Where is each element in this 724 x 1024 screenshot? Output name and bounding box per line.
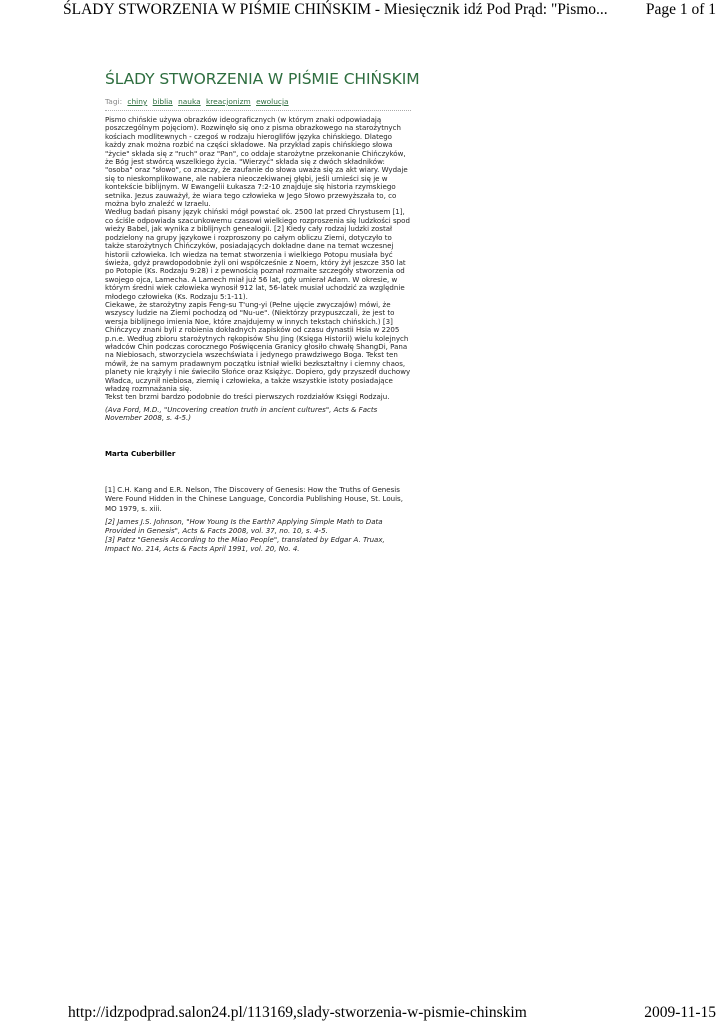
reference-item: [2] James J.S. Johnson, "How Young Is the Earth? Applying Simple Math to Data Provided in Genesis", Acts & Facts 2008, vol. 37, no. 10, s. 4-5. (105, 517, 383, 536)
tags-bar (105, 97, 411, 111)
print-footer-url: http://idzpodprad.salon24.pl/113169,slady-stworzenia-w-pismie-chinskim (68, 1004, 527, 1021)
tags-label: Tagi: (105, 97, 123, 106)
tag-link-biblia[interactable]: biblia (152, 97, 173, 106)
reference-item: [3] Patrz "Genesis According to the Miao People", translated by Edgar A. Truax, Impact No. 214, Acts & Facts April 1991, vol. 20, No. 4. (105, 534, 385, 553)
tag-link-nauka[interactable]: nauka (178, 97, 201, 106)
paragraph: Ciekawe, że starożytny zapis Feng-su T'ung-yi (Pełne ujęcie zwyczajów) mówi, że wszyscy ludzie na Ziemi pochodzą od "Nu-ue". (Niektórzy przypuszczali, że jest to wersja biblijnego imienia Noe, które znajdujemy w innych tekstach chińskich.) [3] Chińczycy znani byli z robienia dokładnych zapisków od czasu dynastii Hsia w 2205 p.n.e. Według zbioru starożytnych rękopisów Shu Jing (Księga Historii) wielu kolejnych władców Chin podczas corocznego Poświęcenia Granicy głosiło chwałę ShangDi, Pana na Niebiosach, stworzyciela wszechświata i jedynego prawdziwego Boga. Tekst ten mówił, że na samym pradawnym początku istniał wielki bezkształtny i ciemny chaos, planety nie krążyły i nie świeciło Słońce oraz Księżyc. Dopiero, gdy przyszedł duchowy Władca, uczynił niebiosa, ziemię i człowieka, a także wszystkie istoty posiadające władzę rozmnażania się. (105, 299, 411, 393)
article (105, 70, 420, 554)
paragraph: Według badań pisany język chiński mógł powstać ok. 2500 lat przed Chrystusem [1], co ściśle odpowiada szacunkowemu czasowi wielkiego rozproszenia się ludzkości spod wieży Babel, jak wynika z biblijnych genealogii. [2] Kiedy cały rodzaj ludzki został podzielony na grupy językowe i rozproszony po całym obliczu Ziemi, dotyczyło to także starożytnych Chińczyków, posiadających dokładne dane na temat wczesnej historii człowieka. Ich wiedza na temat stworzenia i wielkiego Potopu musiała być świeża, gdyż prawdopodobnie żyli oni współcześnie z Noem, który żył jeszcze 350 lat po Potopie (Ks. Rodzaju 9:28) i z pewnością poznał rozmaite szczegóły stworzenia od swojego ojca, Lamecha. A Lamech miał już 56 lat, gdy umierał Adam. W okresie, w którym średni wiek człowieka wynosił 912 lat, 56-latek musiał uchodzić za względnie młodego człowieka (Ks. Rodzaju 5:1-11). (105, 207, 410, 301)
paragraph: Tekst ten brzmi bardzo podobnie do treści pierwszych rozdziałów Księgi Rodzaju. (105, 392, 390, 402)
article-body (105, 116, 411, 402)
print-footer-date: 2009-11-15 (644, 1004, 716, 1021)
reference-item: [1] C.H. Kang and E.R. Nelson, The Discovery of Genesis: How the Truths of Genesis Were Found Hidden in the Chinese Language, Concordia Publishing House, St. Louis, MO 1979, s. xiii. (105, 484, 403, 513)
author-name: Marta Cuberbiller (105, 448, 176, 458)
tag-link-chiny[interactable]: chiny (127, 97, 148, 106)
source-citation: (Ava Ford, M.D., "Uncovering creation truth in ancient cultures", Acts & Facts November 2008, s. 4-5.) (105, 404, 378, 423)
article-title: ŚLADY STWORZENIA W PIŚMIE CHIŃSKIM (105, 70, 420, 88)
tag-link-kreacjonizm[interactable]: kreacjonizm (206, 97, 251, 106)
print-footer (0, 1004, 724, 1024)
print-header-page: Page 1 of 1 (645, 1, 716, 18)
tag-link-ewolucja[interactable]: ewolucja (256, 97, 289, 106)
print-header-title: ŚLADY STWORZENIA W PIŚMIE CHIŃSKIM - Miesięcznik idź Pod Prąd: "Pismo... (63, 1, 608, 18)
print-header (0, 0, 724, 20)
paragraph: Pismo chińskie używa obrazków ideograficznych (w którym znaki odpowiadają poszczególnym pojęciom). Rozwinęło się ono z pisma obrazkowego na starożytnych kościach modlitewnych - czegoś w rodzaju hieroglifów języka chińskiego. Dlatego każdy znak można rozbić na części składowe. Na przykład zapis chińskiego słowa "życie" składa się z "ruch" oraz "Pan", co oddaje starożytne przekonanie Chińczyków, że Bóg jest stwórcą wszelkiego życia. "Wierzyć" składa się z dwóch składników: "osoba" oraz "słowo", co znaczy, że zaufanie do słowa uważa się za akt wiary. Wydaje się to nieskomplikowane, ale nabiera nieoczekiwanej głębi, jeśli umieści się je w kontekście biblijnym. W Ewangelii Łukasza 7:2-10 znajduje się historia rzymskiego setnika. Jezus zauważył, że wiara tego człowieka w Jego Słowo przewyższała to, co można było znaleźć w Izraelu. (105, 115, 408, 209)
references (105, 485, 411, 554)
